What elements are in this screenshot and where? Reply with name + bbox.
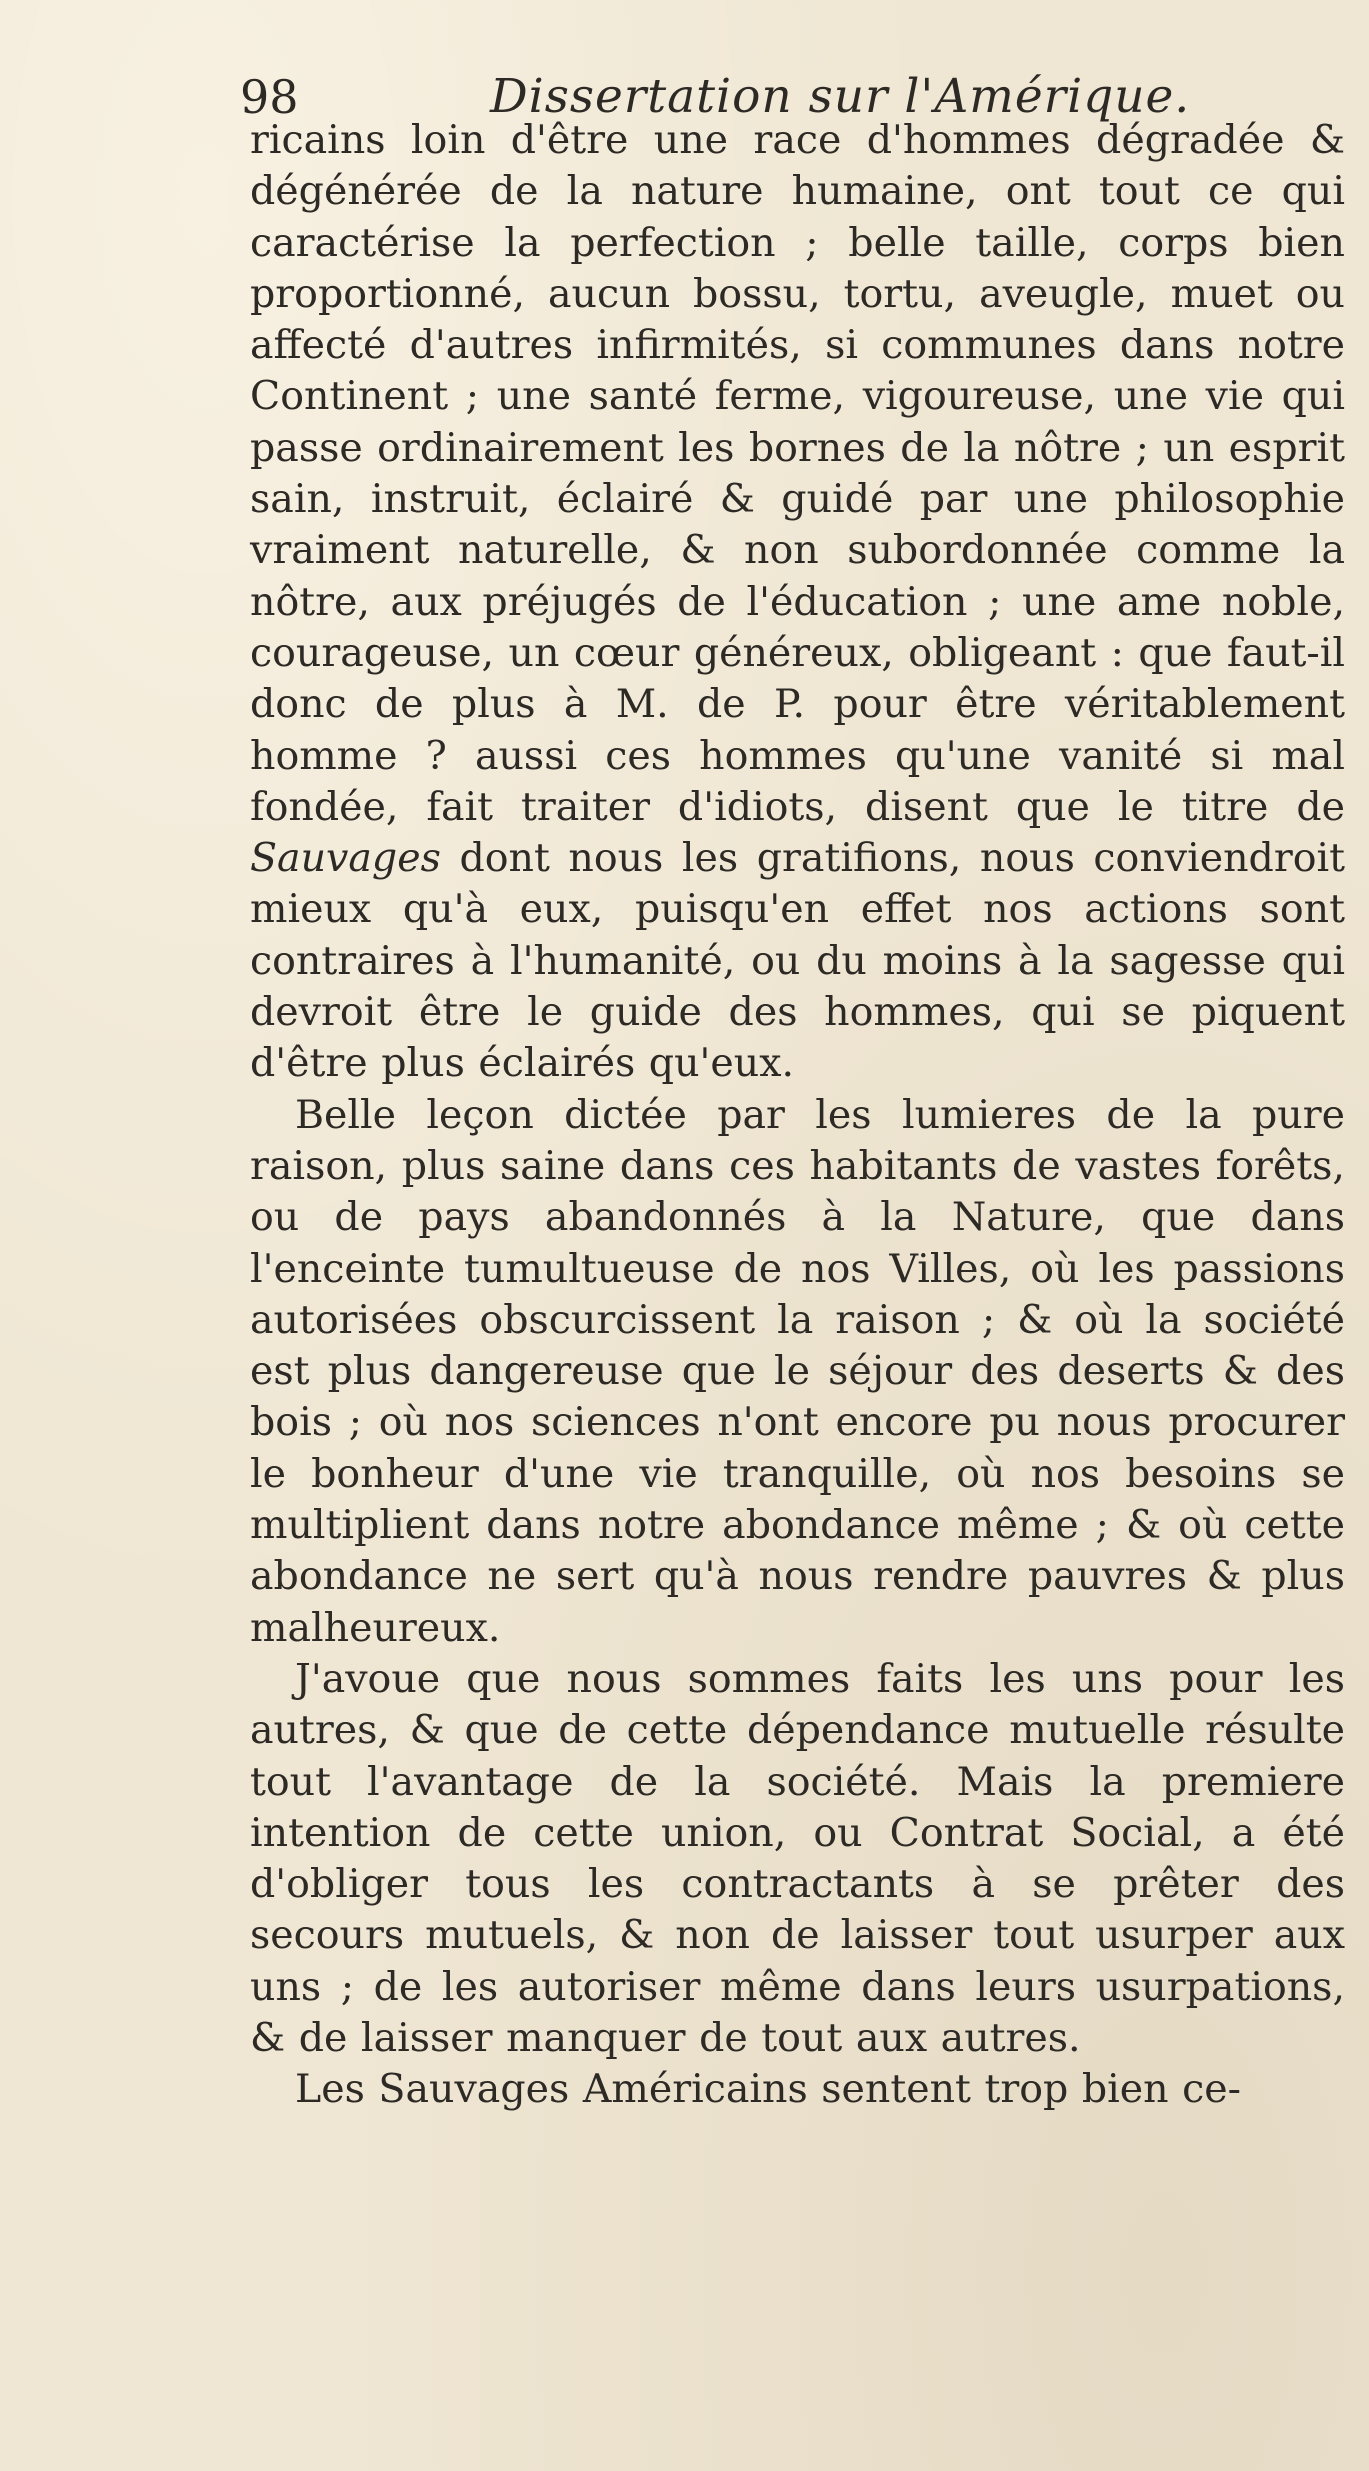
paragraph-1-text-b: dont nous les gratifions, nous conviendroit mieux qu'à eux, puisqu'en effet nos actions sont contraires à l'humanité, ou du moins à la sagesse qui devroit être le guide des hommes, qui se piquent d'être plus éclairés qu'eux. <box>250 835 1345 1087</box>
paragraph-3: J'avoue que nous sommes faits les uns pour les autres, & que de cette dépendance mutuelle résulte tout l'avantage de la société. Mais la premiere intention de cette union, ou Contrat Social, a été d'obliger tous les contractants à se prêter des secours mutuels, & non de laisser tout usurper aux uns ; de les autoriser même dans leurs usurpations, & de laisser manquer de tout aux autres. <box>250 1655 1345 2061</box>
paragraph-2: Belle leçon dictée par les lumieres de la pure raison, plus saine dans ces habitants de vastes forêts, ou de pays abandonnés à la Nature, que dans l'enceinte tumultueuse de nos Villes, où les passions autorisées obscurcissent la raison ; & où la société est plus dangereuse que le séjour des deserts & des bois ; où nos sciences n'ont encore pu nous procurer le bonheur d'une vie tranquille, où nos besoins se multiplient dans notre abondance même ; & où cette abondance ne sert qu'à nous rendre pauvres & plus malheureux. <box>250 1091 1345 1651</box>
body-text <box>250 115 1345 2116</box>
paragraph-4: Les Sauvages Américains sentent trop bien ce- <box>295 2066 1241 2113</box>
paragraph-1-text-a: ricains loin d'être une race d'hommes dégradée & dégénérée de la nature humaine, ont tout ce qui caractérise la perfection ; belle taille, corps bien proportionné, aucun bossu, tortu, aveugle, muet ou affecté d'autres infirmités, si communes dans notre Continent ; une santé ferme, vigoureuse, une vie qui passe ordinairement les bornes de la nôtre ; un esprit sain, instruit, éclairé & guidé par une philosophie vraiment naturelle, & non subordonnée comme la nôtre, aux préjugés de l'éducation ; une ame noble, courageuse, un cœur généreux, obligeant : que faut-il donc de plus à M. de P. pour être véritablement homme ? aussi ces hommes qu'une vanité si mal fondée, fait traiter d'idiots, disent que le titre de <box>250 117 1345 830</box>
running-title: Dissertation sur l'Amérique. <box>490 69 1191 124</box>
paragraph-1 <box>250 115 1345 1090</box>
italic-term-sauvages: Sauvages <box>250 835 441 882</box>
page-number: 98 <box>240 70 299 124</box>
